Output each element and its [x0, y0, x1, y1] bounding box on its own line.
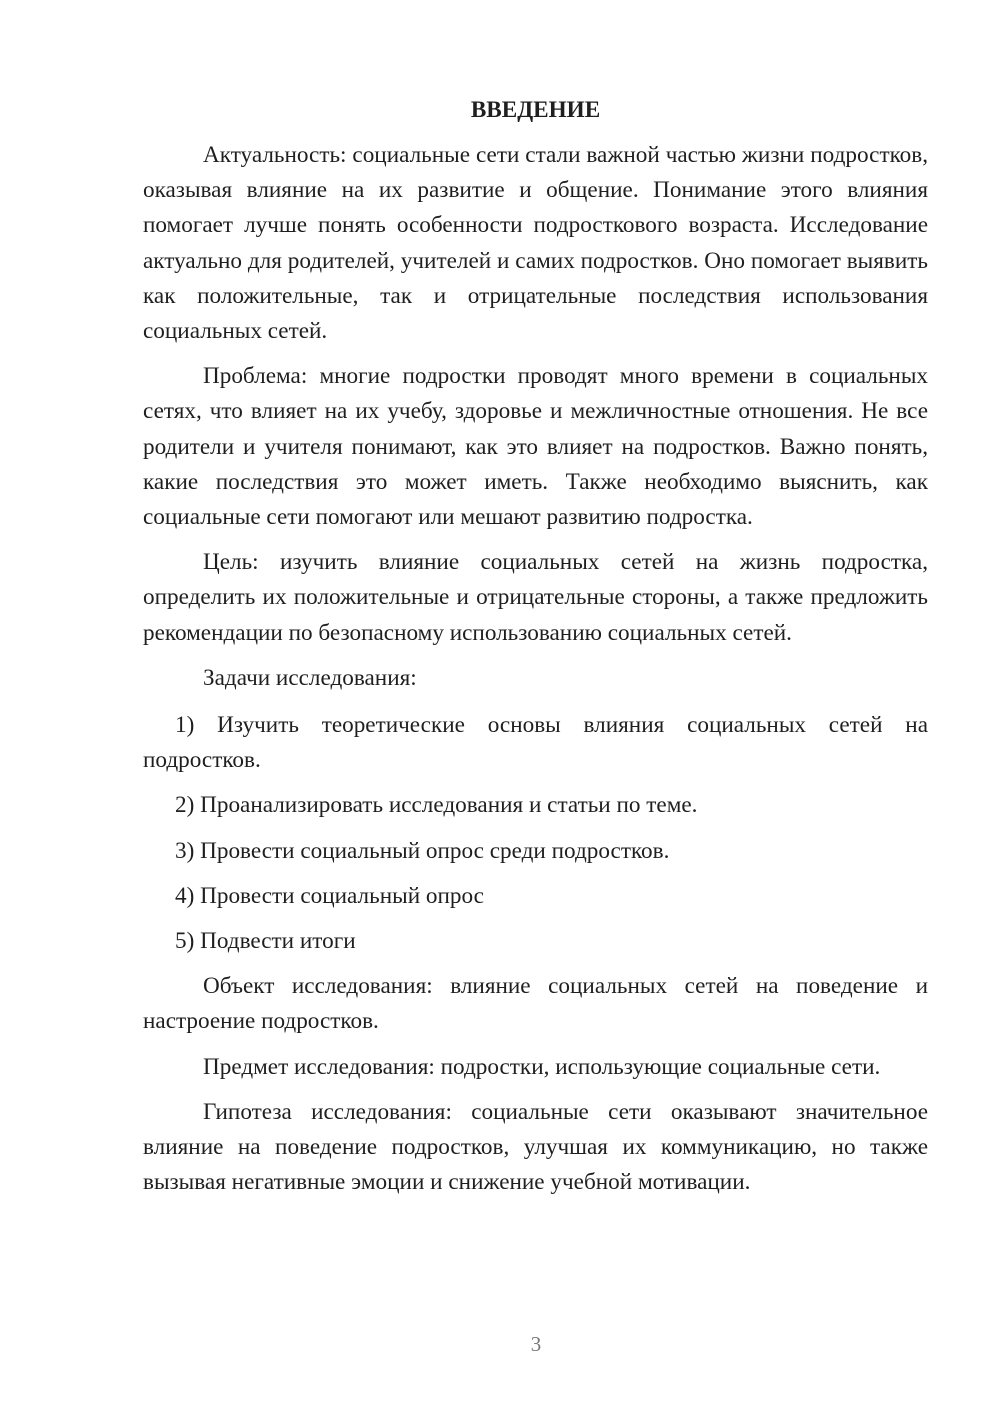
task-item-4: 4) Провести социальный опрос [175, 882, 484, 909]
task-item-5: 5) Подвести итоги [175, 928, 356, 955]
task-item-1: 1) Изучить теоретические основы влияния социальных сетей на подростков. [143, 712, 928, 774]
page-title: ВВЕДЕНИЕ [470, 97, 601, 123]
task-item-2: 2) Проанализировать исследования и статьи по теме. [175, 792, 698, 819]
tasks-heading: Задачи исследования: [203, 664, 417, 691]
object-paragraph: Объект исследования: влияние социальных сетей на поведение и настроение подростков. [143, 973, 928, 1035]
page-number: 3 [530, 1332, 542, 1356]
problem-paragraph: Проблема: многие подростки проводят много времени в социальных сетях, что влияет на их учебу, здоровье и межличностные отношения. Не все родители и учителя понимают, как это влияет на подростков. Важно понять, какие последствия это может иметь. Также необходимо выяснить, как социальные сети помогают или мешают развитию подростка. [143, 363, 928, 531]
goal-paragraph: Цель: изучить влияние социальных сетей на жизнь подростка, определить их положительные и отрицательные стороны, а также предложить рекомендации по безопасному использованию социальных сетей. [143, 549, 928, 646]
subject-paragraph: Предмет исследования: подростки, использующие социальные сети. [203, 1053, 881, 1080]
hypothesis-paragraph: Гипотеза исследования: социальные сети оказывают значительное влияние на поведение подростков, улучшая их коммуникацию, но также вызывая негативные эмоции и снижение учебной мотивации. [143, 1098, 928, 1196]
relevance-paragraph: Актуальность: социальные сети стали важной частью жизни подростков, оказывая влияние на их развитие и общение. Понимание этого влияния помогает лучше понять особенности подросткового возраста. Исследование актуально для родителей, учителей и самих подростков. Оно помогает выявить как положительные, так и отрицательные последствия использования социальных сетей. [143, 142, 928, 345]
document-body [143, 92, 928, 1210]
task-item-3: 3) Провести социальный опрос среди подростков. [175, 837, 670, 864]
